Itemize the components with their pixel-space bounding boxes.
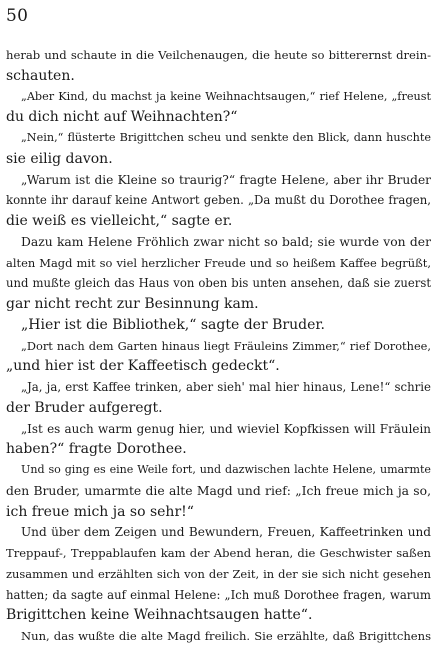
text-line: Und über dem Zeigen und Bewundern, Freuen, Kaffeetrinken und bbox=[21, 525, 431, 540]
text-line: hatten; da sagte auf einmal Helene: „Ich muß Dorothee fragen, warum bbox=[6, 587, 431, 602]
text-line: Nun, das wußte die alte Magd freilich. Sie erzählte, daß Brigittchens bbox=[21, 629, 431, 643]
text-line: „Warum ist die Kleine so traurig?“ fragte Helene, aber ihr Bruder bbox=[21, 172, 431, 187]
text-line: „Ja, ja, erst Kaffee trinken, aber sieh' mal hier hinaus, Lene!“ schrie bbox=[21, 380, 431, 394]
text-line: Und so ging es eine Weile fort, und dazwischen lachte Helene, umarmte bbox=[21, 463, 431, 476]
text-line: konnte ihr darauf keine Antwort geben. „Da mußt du Dorothee fragen, bbox=[6, 193, 431, 208]
text-line: haben?“ fragte Dorothee. bbox=[6, 441, 187, 458]
text-line: Dazu kam Helene Fröhlich zwar nicht so bald; sie wurde von der bbox=[21, 234, 431, 249]
text-line: Treppauf-, Treppablaufen kam der Abend heran, die Geschwister saßen bbox=[6, 546, 431, 560]
text-line: „Dort nach dem Garten hinaus liegt Fräuleins Zimmer,“ rief Dorothee, bbox=[21, 338, 431, 353]
text-line: gar nicht recht zur Besinnung kam. bbox=[6, 296, 259, 312]
text-line: herab und schaute in die Veilchenaugen, die heute so bitterernst drein- bbox=[6, 48, 431, 62]
text-line: „Aber Kind, du machst ja keine Weihnachtsaugen,“ rief Helene, „freust bbox=[21, 89, 431, 103]
body-text bbox=[6, 45, 431, 647]
text-line: Brigittchen keine Weihnachtsaugen hatte“. bbox=[6, 607, 313, 624]
text-line: „Ist es auch warm genug hier, und wieviel Kopfkissen will Fräulein bbox=[21, 421, 431, 436]
text-line: den Bruder, umarmte die alte Magd und rief: „Ich freue mich ja so, bbox=[6, 483, 431, 498]
text-line: die weiß es vielleicht,“ sagte er. bbox=[6, 213, 233, 229]
text-line: „und hier ist der Kaffeetisch gedeckt“. bbox=[6, 358, 280, 375]
text-line: „Hier ist die Bibliothek,“ sagte der Bruder. bbox=[21, 316, 325, 333]
text-line: zusammen und erzählten sich von der Zeit, in der sie sich nicht gesehen bbox=[6, 566, 431, 581]
page-number: 50 bbox=[6, 6, 29, 26]
text-line: der Bruder aufgeregt. bbox=[6, 399, 163, 416]
text-line: schauten. bbox=[6, 67, 75, 84]
text-line: sie eilig davon. bbox=[6, 150, 113, 167]
text-line: und mußte gleich das Haus von oben bis unten ansehen, daß sie zuerst bbox=[6, 276, 431, 291]
text-line: ich freue mich ja so sehr!“ bbox=[6, 503, 194, 520]
text-line: alten Magd mit so viel herzlicher Freude und so heißem Kaffee begrüßt, bbox=[6, 255, 431, 270]
text-line: „Nein,“ flüsterte Brigittchen scheu und senkte den Blick, dann huschte bbox=[21, 131, 431, 144]
text-line: du dich nicht auf Weihnachten?“ bbox=[6, 109, 238, 126]
